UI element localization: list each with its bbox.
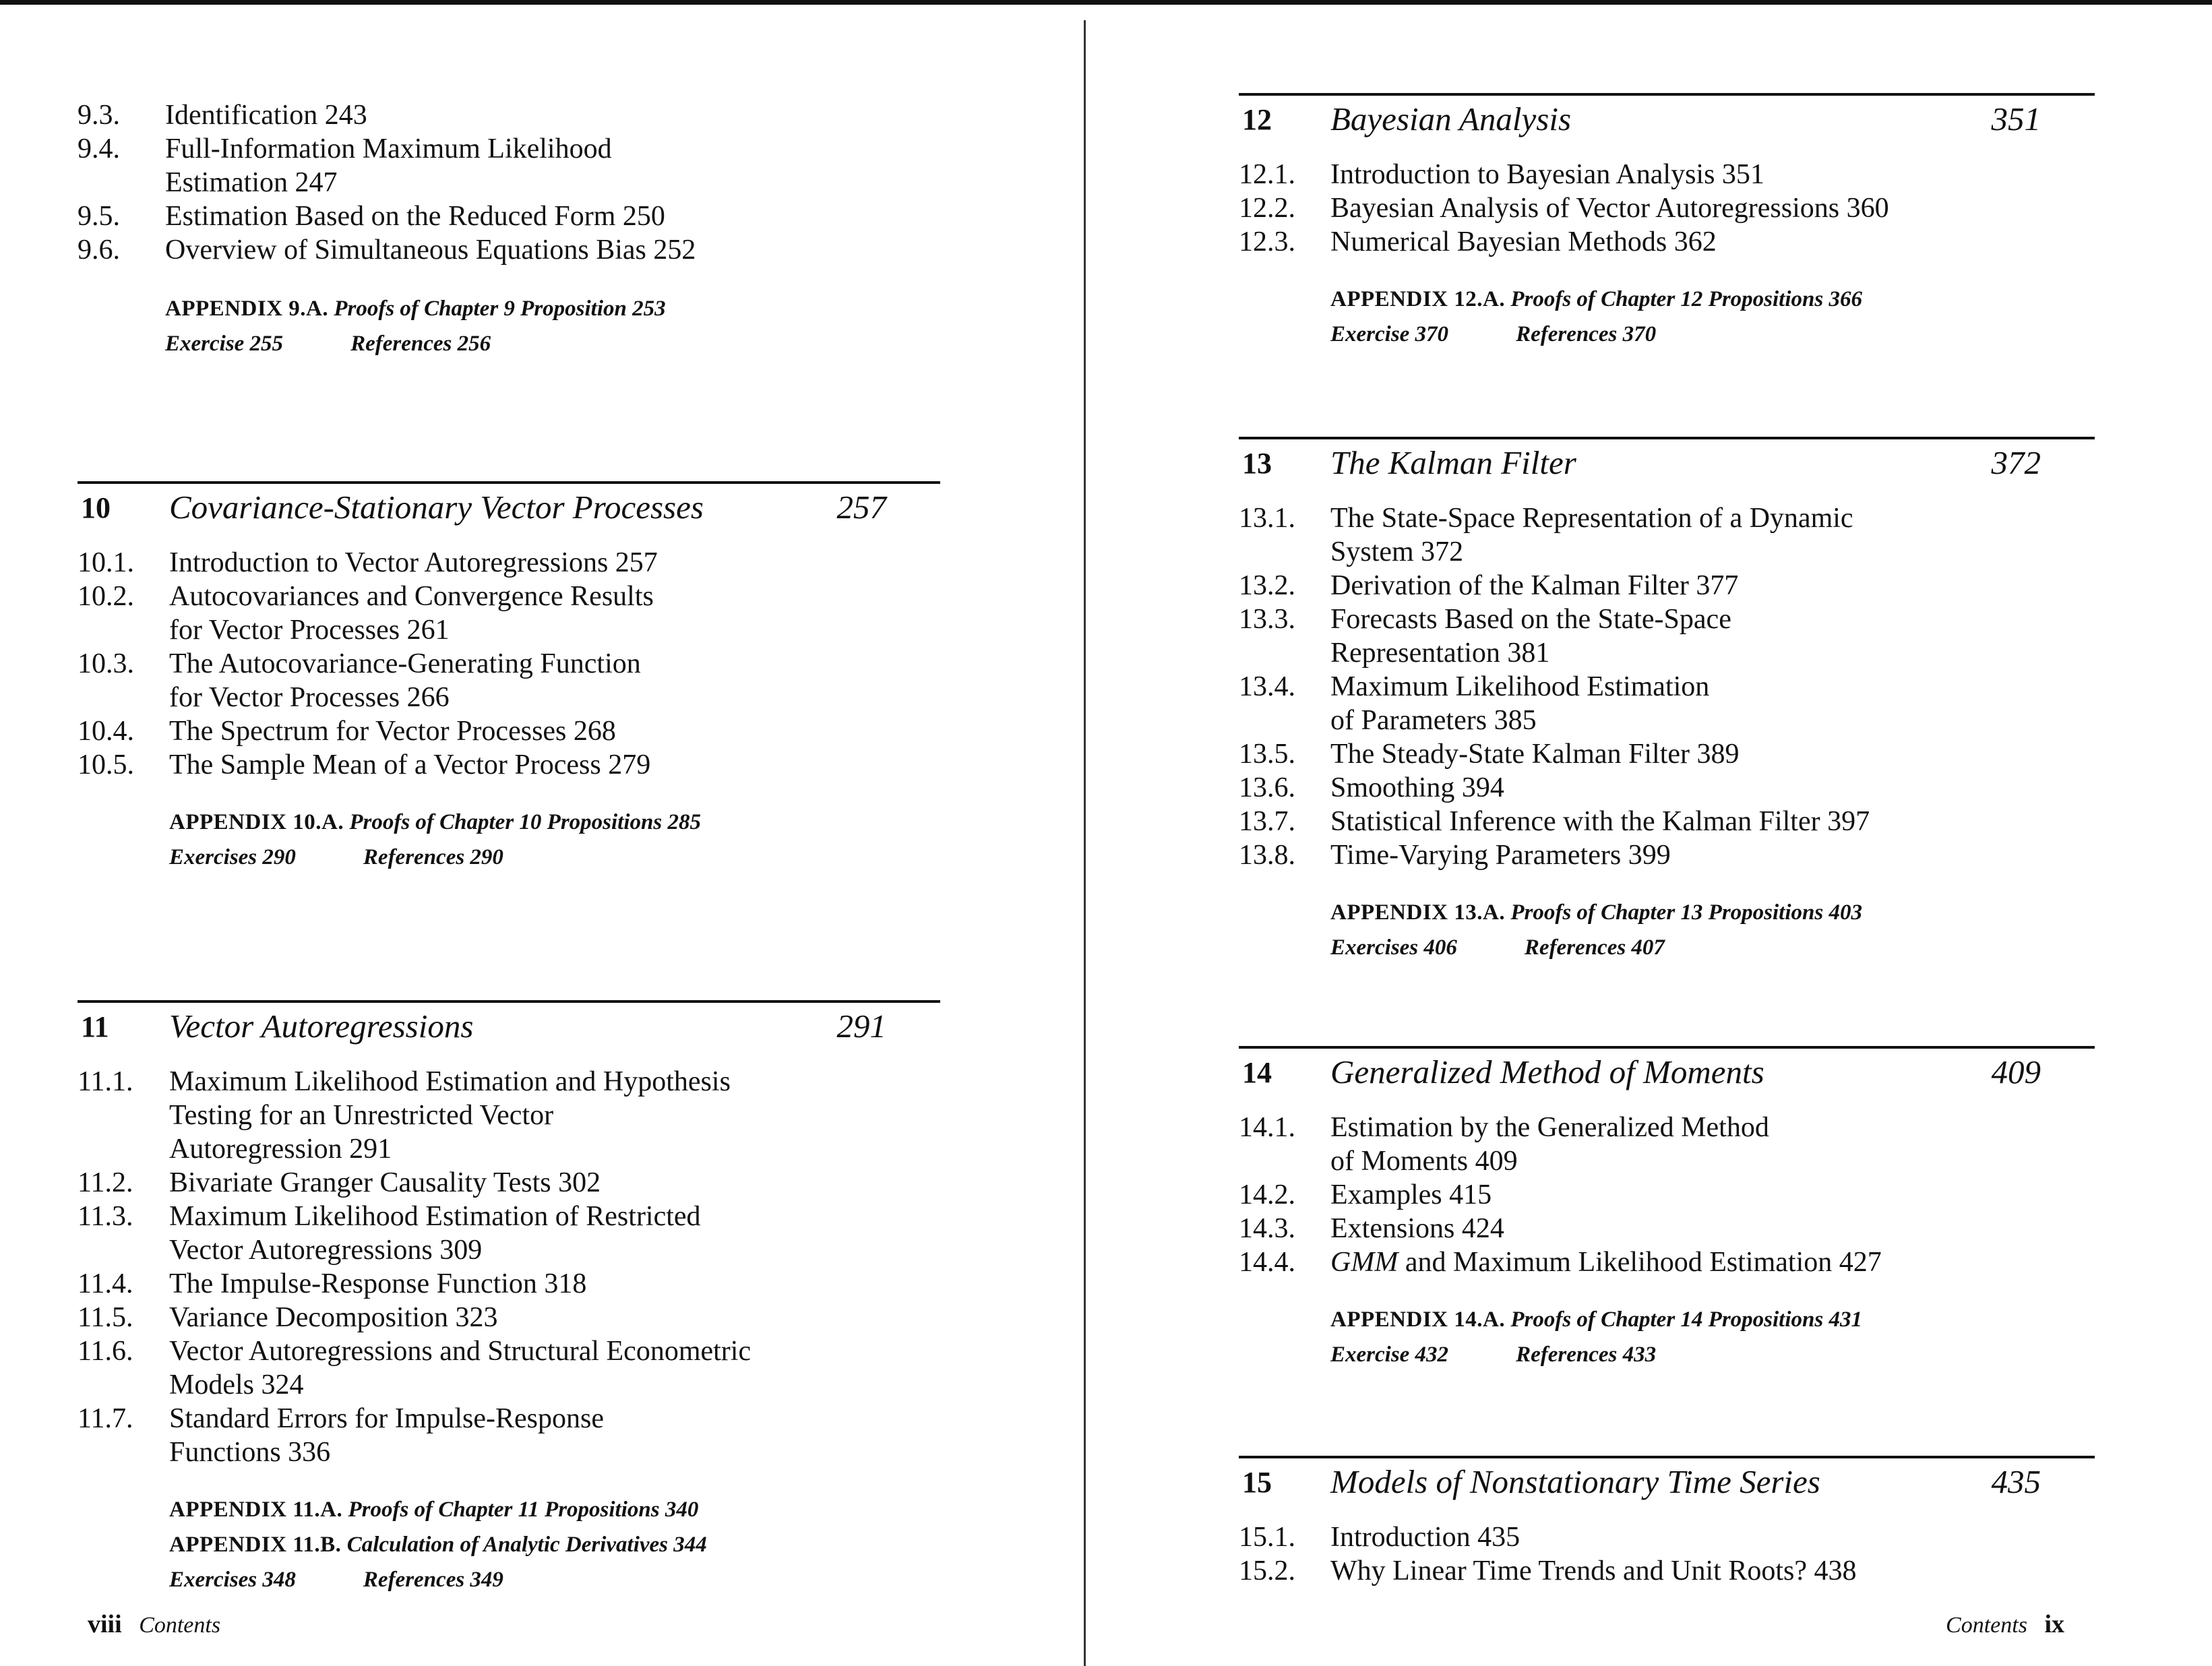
section-title: Derivation of the Kalman Filter 377: [1330, 570, 1739, 601]
exercise-link[interactable]: Exercises 348: [169, 1568, 296, 1592]
section-title: Bivariate Granger Causality Tests 302: [169, 1167, 601, 1198]
toc-entry-15-2[interactable]: [1239, 1554, 2095, 1588]
running-head: Contents: [139, 1613, 221, 1638]
section-number: 13.7.: [1239, 806, 1295, 837]
section-number: 9.5.: [78, 201, 120, 232]
chapter-13: [1239, 437, 2095, 965]
references-link[interactable]: References 256: [350, 332, 491, 356]
chapter-page: 351: [1991, 100, 2041, 137]
section-number: 12.2.: [1239, 193, 1295, 224]
toc-entry-13-1[interactable]: [1239, 501, 2095, 569]
section-title: Introduction 435: [1330, 1522, 1520, 1553]
toc-entry-11-6[interactable]: [78, 1334, 940, 1402]
appendix-14a[interactable]: APPENDIX 14.A. Proofs of Chapter 14 Propositions 431: [1330, 1307, 1862, 1332]
section-title: Maximum Likelihood Estimation of Restricted: [169, 1201, 701, 1232]
chapter-12: [1239, 93, 2095, 352]
section-number: 11.4.: [78, 1268, 133, 1299]
toc-entry-9-6[interactable]: [78, 233, 947, 267]
toc-entry-11-2[interactable]: [78, 1166, 940, 1200]
appendix-block-11: [169, 1492, 940, 1597]
section-number: 11.7.: [78, 1403, 133, 1434]
appendix-block-9: [165, 291, 947, 361]
page-footer-right: [1946, 1609, 2064, 1639]
section-title: Estimation Based on the Reduced Form 250: [165, 201, 665, 232]
section-number: 9.4.: [78, 133, 120, 164]
section-title: Standard Errors for Impulse-Response: [169, 1403, 605, 1434]
toc-entry-12-2[interactable]: [1239, 191, 2095, 225]
section-title: Maximum Likelihood Estimation: [1330, 671, 1710, 702]
appendix-12a[interactable]: APPENDIX 12.A. Proofs of Chapter 12 Propositions 366: [1330, 287, 1862, 311]
toc-entry-14-3[interactable]: [1239, 1212, 2095, 1245]
section-title: Smoothing 394: [1330, 772, 1504, 803]
toc-entry-13-5[interactable]: [1239, 737, 2095, 771]
toc-entry-9-4[interactable]: [78, 132, 947, 199]
section-title-continued: Functions 336: [169, 1437, 331, 1468]
section-title-continued: of Moments 409: [1330, 1146, 1518, 1177]
chapter-page: 257: [836, 489, 886, 526]
section-number: 11.5.: [78, 1302, 133, 1333]
section-number: 9.3.: [78, 100, 120, 131]
exercise-link[interactable]: Exercise 255: [165, 332, 284, 356]
chapter-page: 372: [1991, 444, 2041, 481]
chapter-page: 291: [836, 1008, 886, 1045]
appendix-block-10: [169, 805, 940, 875]
section-title: Vector Autoregressions and Structural Econometric: [169, 1336, 751, 1367]
chapter-heading[interactable]: [1239, 93, 2095, 143]
section-title: Forecasts Based on the State-Space: [1330, 604, 1731, 635]
section-number: 13.2.: [1239, 570, 1295, 601]
section-number: 10.1.: [78, 547, 134, 578]
section-number: 13.4.: [1239, 671, 1295, 702]
toc-entry-9-5[interactable]: [78, 199, 947, 233]
section-number: 15.2.: [1239, 1555, 1295, 1586]
section-number: 14.4.: [1239, 1247, 1295, 1278]
section-number: 13.8.: [1239, 840, 1295, 871]
section-title: The Spectrum for Vector Processes 268: [169, 716, 616, 747]
toc-entry-10-1[interactable]: [78, 546, 940, 580]
section-number: 11.6.: [78, 1336, 133, 1367]
chapter-heading[interactable]: [78, 1000, 940, 1050]
section-title: Introduction to Vector Autoregressions 257: [169, 547, 658, 578]
toc-entry-10-5[interactable]: [78, 748, 940, 782]
section-number: 13.5.: [1239, 739, 1295, 770]
toc-entry-10-4[interactable]: [78, 714, 940, 748]
section-title: The Steady-State Kalman Filter 389: [1330, 739, 1740, 770]
appendix-11b[interactable]: APPENDIX 11.B. Calculation of Analytic Derivatives 344: [169, 1533, 707, 1557]
section-title: Extensions 424: [1330, 1213, 1504, 1244]
running-head: Contents: [1946, 1613, 2027, 1638]
section-title: Maximum Likelihood Estimation and Hypothesis: [169, 1066, 731, 1097]
appendix-9a[interactable]: APPENDIX 9.A. Proofs of Chapter 9 Proposition 253: [165, 297, 666, 321]
exercise-references-line: [1330, 930, 2095, 965]
chapter-number: 12: [1242, 103, 1272, 136]
references-link[interactable]: References 290: [363, 845, 503, 869]
exercise-references-line: [165, 326, 947, 361]
toc-entry-13-6[interactable]: [1239, 771, 2095, 805]
chapter-9-continued: [78, 82, 947, 361]
gmm-abbrev: GMM: [1330, 1247, 1399, 1278]
chapter-title: Vector Autoregressions: [169, 1008, 474, 1045]
toc-entry-9-3[interactable]: [78, 98, 947, 132]
toc-entry-12-3[interactable]: [1239, 225, 2095, 259]
section-number: 14.2.: [1239, 1179, 1295, 1210]
page-number: ix: [2044, 1610, 2064, 1638]
toc-entry-10-2[interactable]: [78, 580, 940, 647]
section-title-continued: for Vector Processes 261: [169, 615, 450, 646]
section-number: 10.2.: [78, 581, 134, 612]
chapter-number: 10: [81, 491, 111, 524]
section-number: 10.4.: [78, 716, 134, 747]
chapter-heading[interactable]: [1239, 1046, 2095, 1096]
section-title: Variance Decomposition 323: [169, 1302, 498, 1333]
chapter-number: 14: [1242, 1056, 1272, 1089]
section-number: 13.1.: [1239, 503, 1295, 534]
chapter-10: [78, 481, 940, 875]
section-number: 10.3.: [78, 648, 134, 679]
toc-entry-11-7[interactable]: [78, 1402, 940, 1469]
toc-entry-12-1[interactable]: [1239, 158, 2095, 191]
section-number: 11.1.: [78, 1066, 133, 1097]
section-title: GMM and Maximum Likelihood Estimation 427: [1330, 1247, 1882, 1278]
toc-entry-13-7[interactable]: [1239, 805, 2095, 838]
appendix-block-12: [1330, 282, 2095, 352]
exercise-references-line: [169, 840, 940, 875]
book-gutter: [1084, 20, 1086, 1666]
section-title-continued: Vector Autoregressions 309: [169, 1235, 483, 1266]
chapter-page: 409: [1991, 1053, 2041, 1090]
section-title-continued: Representation 381: [1330, 638, 1550, 669]
section-title-continued: Estimation 247: [165, 167, 338, 198]
section-title: Full-Information Maximum Likelihood: [165, 133, 612, 164]
references-link[interactable]: References 407: [1524, 935, 1665, 960]
toc-entry-14-1[interactable]: [1239, 1111, 2095, 1178]
chapter-title: The Kalman Filter: [1330, 444, 1576, 481]
chapter-heading[interactable]: [1239, 1456, 2095, 1506]
chapter-14: [1239, 1046, 2095, 1372]
section-title-continued: System 372: [1330, 536, 1464, 567]
chapter-title: Bayesian Analysis: [1330, 100, 1572, 137]
section-number: 9.6.: [78, 235, 120, 266]
toc-entry-13-4[interactable]: [1239, 670, 2095, 737]
section-number: 13.3.: [1239, 604, 1295, 635]
appendix-10a[interactable]: APPENDIX 10.A. Proofs of Chapter 10 Propositions 285: [169, 810, 701, 834]
chapter-11: [78, 1000, 940, 1597]
chapter-heading[interactable]: [1239, 437, 2095, 487]
exercise-references-line: [1330, 317, 2095, 352]
section-title-continued-2: Autoregression 291: [169, 1134, 392, 1165]
exercise-link[interactable]: Exercises 406: [1330, 935, 1457, 960]
section-number: 11.2.: [78, 1167, 133, 1198]
exercise-link[interactable]: Exercise 432: [1330, 1343, 1449, 1367]
page-number: viii: [88, 1610, 122, 1638]
left-page: [78, 0, 947, 1666]
exercise-references-line: [1330, 1337, 2095, 1372]
toc-entry-13-2[interactable]: [1239, 569, 2095, 603]
section-title: Bayesian Analysis of Vector Autoregressions 360: [1330, 193, 1889, 224]
chapter-number: 11: [81, 1010, 109, 1043]
chapter-number: 15: [1242, 1466, 1272, 1499]
section-title: Statistical Inference with the Kalman Filter 397: [1330, 806, 1870, 837]
toc-entry-13-3[interactable]: [1239, 603, 2095, 670]
chapter-title: Models of Nonstationary Time Series: [1330, 1463, 1820, 1500]
section-title: Examples 415: [1330, 1179, 1492, 1210]
section-title-continued: Models 324: [169, 1369, 304, 1400]
section-title: Estimation by the Generalized Method: [1330, 1112, 1769, 1143]
section-title: The Impulse-Response Function 318: [169, 1268, 587, 1299]
appendix-11a[interactable]: APPENDIX 11.A. Proofs of Chapter 11 Propositions 340: [169, 1498, 699, 1522]
right-page: [1239, 0, 2095, 1666]
section-title: Numerical Bayesian Methods 362: [1330, 226, 1717, 257]
exercise-link[interactable]: Exercise 370: [1330, 322, 1449, 346]
toc-entry-14-4[interactable]: [1239, 1245, 2095, 1279]
appendix-block-14: [1330, 1302, 2095, 1372]
toc-entry-11-5[interactable]: [78, 1301, 940, 1334]
chapter-heading[interactable]: [78, 481, 940, 531]
references-link[interactable]: References 370: [1516, 322, 1657, 346]
section-title: Overview of Simultaneous Equations Bias 252: [165, 235, 696, 266]
toc-entry-11-1[interactable]: [78, 1065, 940, 1166]
section-title: Why Linear Time Trends and Unit Roots? 438: [1330, 1555, 1857, 1586]
section-number: 12.3.: [1239, 226, 1295, 257]
section-number: 10.5.: [78, 749, 134, 780]
chapter-number: 13: [1242, 447, 1272, 480]
toc-entry-11-4[interactable]: [78, 1267, 940, 1301]
section-number: 14.3.: [1239, 1213, 1295, 1244]
toc-entry-15-1[interactable]: [1239, 1520, 2095, 1554]
section-title: Introduction to Bayesian Analysis 351: [1330, 159, 1764, 190]
section-title: The Autocovariance-Generating Function: [169, 648, 641, 679]
section-title-continued: of Parameters 385: [1330, 705, 1537, 736]
appendix-block-13: [1330, 895, 2095, 965]
section-number: 14.1.: [1239, 1112, 1295, 1143]
section-title-continued: Testing for an Unrestricted Vector: [169, 1100, 554, 1131]
chapter-page: 435: [1991, 1463, 2041, 1500]
section-title: The Sample Mean of a Vector Process 279: [169, 749, 651, 780]
section-number: 13.6.: [1239, 772, 1295, 803]
toc-entry-13-8[interactable]: [1239, 838, 2095, 872]
exercise-references-line: [169, 1562, 940, 1597]
toc-entry-10-3[interactable]: [78, 647, 940, 714]
page-footer-left: [88, 1609, 220, 1639]
references-link[interactable]: References 349: [363, 1568, 503, 1592]
toc-entry-11-3[interactable]: [78, 1200, 940, 1267]
appendix-13a[interactable]: APPENDIX 13.A. Proofs of Chapter 13 Propositions 403: [1330, 900, 1862, 925]
references-link[interactable]: References 433: [1516, 1343, 1657, 1367]
chapter-15: [1239, 1456, 2095, 1588]
toc-entry-14-2[interactable]: [1239, 1178, 2095, 1212]
chapter-title: Generalized Method of Moments: [1330, 1053, 1764, 1090]
section-number: 12.1.: [1239, 159, 1295, 190]
section-title: Autocovariances and Convergence Results: [169, 581, 654, 612]
chapter-title: Covariance-Stationary Vector Processes: [169, 489, 704, 526]
section-number: 15.1.: [1239, 1522, 1295, 1553]
section-title-continued: for Vector Processes 266: [169, 682, 450, 713]
section-title: Time-Varying Parameters 399: [1330, 840, 1671, 871]
exercise-link[interactable]: Exercises 290: [169, 845, 296, 869]
section-number: 11.3.: [78, 1201, 133, 1232]
section-title: Identification 243: [165, 100, 367, 131]
section-title: The State-Space Representation of a Dynamic: [1330, 503, 1853, 534]
